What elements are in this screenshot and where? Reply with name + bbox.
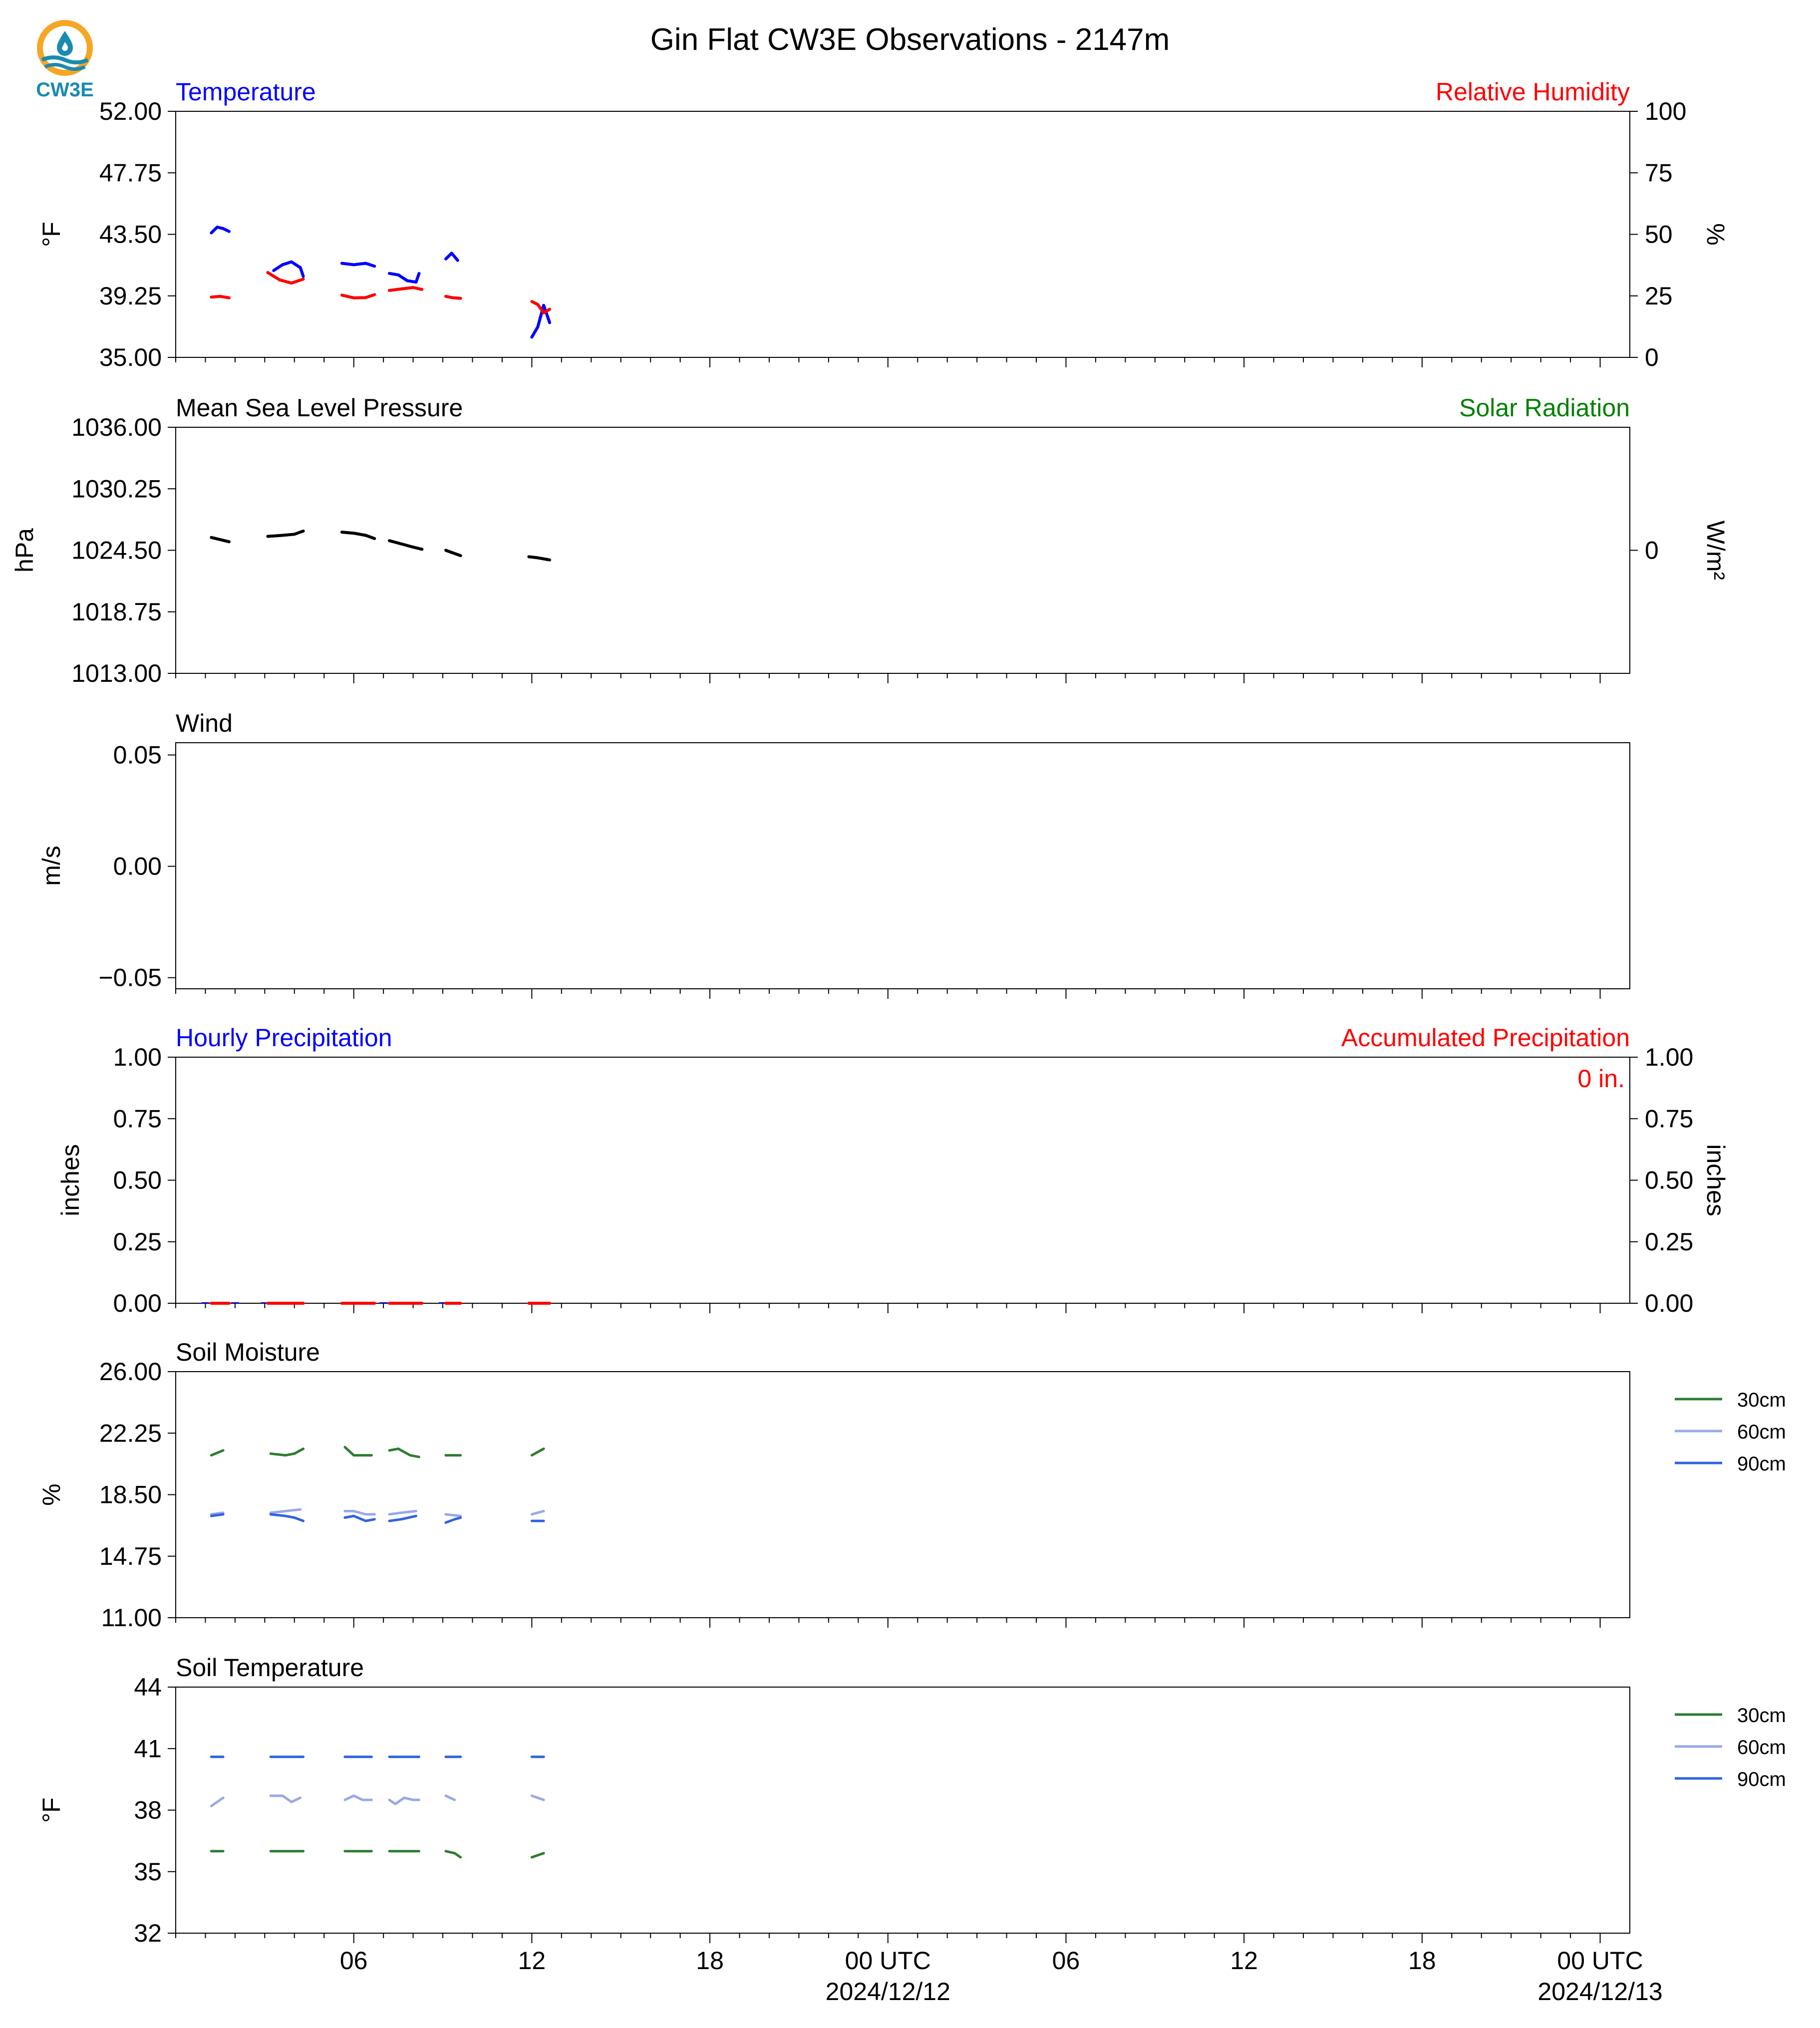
- y-tick-label: 0.75: [113, 1105, 162, 1133]
- panel-temperature: [37, 78, 1730, 371]
- x-tick-label: 06: [339, 1947, 368, 1975]
- y-axis-label: inches: [56, 1144, 84, 1216]
- y-tick-label: 39.25: [99, 282, 162, 310]
- y-right-tick-label: 0.25: [1645, 1227, 1694, 1256]
- y-tick-label: −0.05: [98, 963, 162, 992]
- x-tick-label: 18: [1408, 1947, 1436, 1975]
- y-tick-label: 1.00: [113, 1043, 162, 1071]
- legend-label-90cm: 90cm: [1737, 1453, 1786, 1475]
- series-line-30cm: [271, 1449, 303, 1455]
- y-right-tick-label: 1.00: [1645, 1043, 1694, 1071]
- y-right-axis-label: %: [1702, 223, 1730, 246]
- plot-frame: [176, 111, 1630, 357]
- y-tick-label: 1036.00: [71, 413, 162, 441]
- y-tick-label: 1030.25: [71, 475, 162, 503]
- y-tick-label: 18.50: [99, 1480, 162, 1509]
- series-line-relative-humidity: [446, 296, 461, 298]
- series-line-mean-sea-level-pressure: [342, 532, 374, 539]
- y-tick-label: 35.00: [99, 343, 162, 371]
- chart-title: Gin Flat CW3E Observations - 2147m: [650, 22, 1170, 57]
- y-right-tick-label: 0.00: [1645, 1289, 1694, 1317]
- series-line-30cm: [532, 1449, 544, 1455]
- panel-title-right: Accumulated Precipitation: [1341, 1024, 1630, 1052]
- y-tick-label: 1024.50: [71, 536, 162, 565]
- x-tick-label: 00 UTC: [1557, 1947, 1643, 1975]
- y-axis-label: hPa: [10, 528, 38, 573]
- series-line-temperature: [446, 253, 458, 261]
- panel-wind: [37, 709, 1630, 999]
- panel-title-right: Solar Radiation: [1459, 394, 1630, 422]
- y-right-tick-label: 0.50: [1645, 1166, 1694, 1194]
- x-tick-date-label: 2024/12/12: [825, 1978, 950, 2006]
- y-axis-label: °F: [37, 1797, 65, 1823]
- series-line-temperature: [211, 227, 229, 233]
- series-line-90cm: [271, 1514, 303, 1521]
- y-right-tick-label: 50: [1645, 220, 1673, 249]
- x-tick-label: 06: [1052, 1947, 1080, 1975]
- y-tick-label: 38: [134, 1796, 162, 1824]
- y-tick-label: 26.00: [99, 1358, 162, 1386]
- series-line-temperature: [274, 262, 303, 277]
- series-line-mean-sea-level-pressure: [268, 531, 303, 537]
- series-line-temperature: [342, 264, 374, 267]
- series-line-relative-humidity: [342, 294, 374, 297]
- series-line-60cm: [446, 1796, 455, 1800]
- series-line-60cm: [446, 1514, 461, 1516]
- series-line-60cm: [271, 1509, 301, 1513]
- plot-frame: [176, 1372, 1630, 1618]
- legend-label-60cm: 60cm: [1737, 1421, 1786, 1443]
- series-line-temperature: [389, 274, 419, 282]
- legend-label-30cm: 30cm: [1737, 1389, 1786, 1411]
- y-right-tick-label: 100: [1645, 97, 1687, 125]
- legend-label-30cm: 30cm: [1737, 1705, 1786, 1727]
- y-axis-label: %: [37, 1483, 65, 1506]
- series-line-30cm: [345, 1447, 372, 1455]
- plot-frame: [176, 1687, 1630, 1933]
- panel-title-left: Soil Moisture: [176, 1338, 320, 1366]
- panel-title-left: Hourly Precipitation: [176, 1024, 392, 1052]
- series-line-60cm: [389, 1511, 416, 1514]
- series-line-relative-humidity: [268, 273, 303, 283]
- x-tick-label: 12: [1230, 1947, 1258, 1975]
- y-right-tick-label: 25: [1645, 282, 1673, 310]
- series-line-30cm: [532, 1853, 544, 1857]
- series-line-relative-humidity: [389, 288, 422, 290]
- x-tick-label: 00 UTC: [845, 1947, 931, 1975]
- x-tick-label: 18: [696, 1947, 724, 1975]
- plot-frame: [176, 427, 1630, 673]
- series-line-30cm: [211, 1450, 223, 1455]
- series-line-60cm: [271, 1796, 301, 1802]
- panel-soil-temperature: [37, 1654, 1786, 2006]
- y-right-tick-label: 0.75: [1645, 1105, 1694, 1133]
- panels: [10, 78, 1786, 2006]
- x-tick-label: 12: [518, 1947, 546, 1975]
- panel-title-left: Soil Temperature: [176, 1654, 364, 1682]
- y-tick-label: 0.05: [113, 741, 162, 769]
- series-line-mean-sea-level-pressure: [389, 541, 422, 549]
- panel-mean-sea-level-pressure: [10, 394, 1730, 687]
- y-tick-label: 14.75: [99, 1542, 162, 1570]
- series-line-90cm: [345, 1516, 374, 1521]
- logo-text: CW3E: [36, 79, 94, 101]
- y-right-tick-label: 0: [1645, 343, 1659, 371]
- y-tick-label: 35: [134, 1857, 162, 1886]
- y-tick-label: 22.25: [99, 1419, 162, 1448]
- series-line-60cm: [532, 1796, 544, 1800]
- y-tick-label: 0.00: [113, 1289, 162, 1317]
- y-tick-label: 32: [134, 1919, 162, 1947]
- precip-bar: [379, 1302, 387, 1303]
- legend-label-90cm: 90cm: [1737, 1768, 1786, 1790]
- y-tick-label: 11.00: [101, 1604, 162, 1632]
- precip-bar: [201, 1302, 209, 1303]
- y-tick-label: 1018.75: [71, 597, 162, 626]
- x-tick-date-label: 2024/12/13: [1537, 1978, 1663, 2006]
- y-right-tick-label: 0: [1645, 536, 1659, 565]
- series-line-relative-humidity: [532, 301, 550, 313]
- y-tick-label: 52.00: [99, 97, 162, 125]
- series-line-60cm: [345, 1511, 374, 1514]
- series-line-30cm: [446, 1851, 461, 1857]
- y-tick-label: 1013.00: [71, 659, 162, 687]
- panel-title-left: Temperature: [176, 78, 316, 106]
- series-line-mean-sea-level-pressure: [529, 557, 550, 560]
- accumulated-total-label: 0 in.: [1577, 1065, 1625, 1093]
- y-tick-label: 44: [134, 1673, 162, 1701]
- y-right-axis-label: W/m²: [1702, 520, 1730, 580]
- y-axis-label: °F: [37, 222, 65, 247]
- series-line-60cm: [532, 1511, 544, 1514]
- series-line-mean-sea-level-pressure: [446, 551, 461, 556]
- series-line-60cm: [345, 1796, 372, 1800]
- y-axis-label: m/s: [37, 846, 65, 886]
- series-line-60cm: [211, 1798, 223, 1806]
- panel-title-left: Wind: [176, 709, 233, 737]
- y-tick-label: 47.75: [99, 159, 162, 187]
- series-line-mean-sea-level-pressure: [211, 538, 229, 542]
- plot-frame: [176, 743, 1630, 989]
- series-line-30cm: [389, 1449, 419, 1457]
- series-line-90cm: [389, 1516, 416, 1521]
- panel-title-left: Mean Sea Level Pressure: [176, 394, 463, 422]
- panel-title-right: Relative Humidity: [1435, 78, 1630, 106]
- y-right-tick-label: 75: [1645, 159, 1673, 187]
- y-tick-label: 41: [134, 1735, 162, 1763]
- y-tick-label: 0.25: [113, 1227, 162, 1256]
- panel-hourly-precipitation: [56, 1024, 1730, 1317]
- y-tick-label: 0.50: [113, 1166, 162, 1194]
- series-line-90cm: [446, 1518, 461, 1523]
- plot-frame: [176, 1057, 1630, 1303]
- precip-bar: [231, 1302, 239, 1303]
- y-tick-label: 0.00: [113, 852, 162, 880]
- legend-label-60cm: 60cm: [1737, 1737, 1786, 1758]
- y-tick-label: 43.50: [99, 220, 162, 249]
- panel-soil-moisture: [37, 1338, 1786, 1632]
- series-line-60cm: [389, 1798, 419, 1804]
- series-line-90cm: [211, 1514, 223, 1516]
- series-line-relative-humidity: [211, 296, 229, 298]
- y-right-axis-label: inches: [1702, 1144, 1730, 1216]
